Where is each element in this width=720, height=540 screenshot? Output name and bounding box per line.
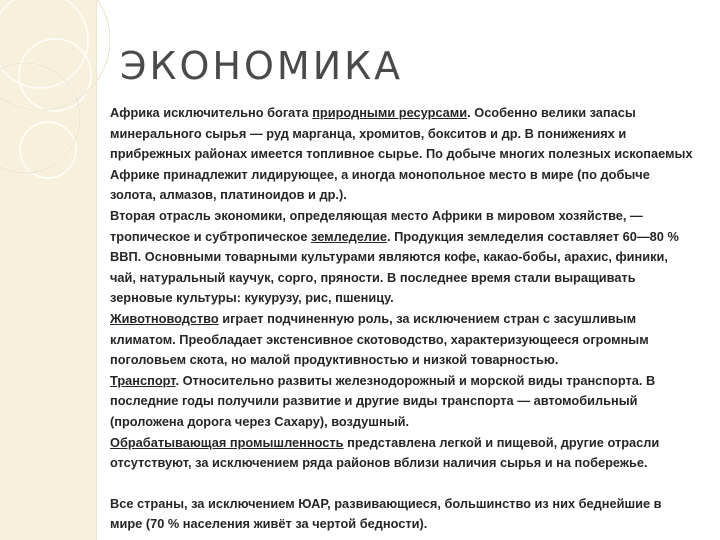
body-paragraph: [110, 309, 696, 371]
body-paragraph: [110, 433, 696, 474]
paragraph-text: Все страны, за исключением ЮАР, развивающиеся, большинство из них беднейшие в мире (70 % населения живёт за чертой бедности).: [110, 495, 662, 532]
body-paragraph: [110, 206, 696, 309]
underlined-keyword: Животноводство: [110, 310, 219, 326]
slide-body-text: [110, 103, 696, 535]
paragraph-spacer: [110, 474, 696, 494]
body-paragraph: [110, 494, 696, 535]
paragraph-text: Африка исключительно богата: [110, 105, 313, 120]
paragraph-text: . Относительно развиты железнодорожный и морской виды транспорта. В последние годы получили развитие и другие виды транспорта — автомобильный (проложена дорога через Сахару), воздушный.: [110, 372, 656, 429]
paragraph-text: представлена легкой и пищевой, другие отрасли отсутствуют, за исключением ряда районов вблизи наличия сырья и на побережье.: [110, 434, 660, 471]
underlined-keyword: Обрабатывающая промышленность: [110, 434, 344, 450]
underlined-keyword: природными ресурсами: [312, 105, 468, 120]
body-paragraph: [110, 371, 696, 433]
paragraph-text: Вторая отрасль экономики, определяющая место Африки в мировом хозяйстве, — тропическое и субтропическое: [110, 207, 643, 244]
paragraph-text: . Особенно велики запасы минерального сырья — руд марганца, хромитов, бокситов и др. В понижениях и прибрежных районах имеется топливное сырье. По добыче многих полезных ископаемых Африке принадлежит лидирующее, а иногда монопольное место в мире (по добыче золота, алмазов, платиноидов и др.).: [110, 105, 693, 203]
body-paragraph: [110, 103, 696, 206]
underlined-keyword: Транспорт: [110, 372, 176, 388]
decorative-rings-graphic: [0, 0, 110, 540]
paragraph-text: . Продукция земледелия составляет 60—80 % ВВП. Основными товарными культурами являются кофе, какао-бобы, арахис, финики, чай, натуральный каучук, сорго, пряности. В последнее время стали выращивать зерновые культуры: кукурузу, рис, пшеницу.: [110, 228, 679, 306]
slide-title: ЭКОНОМИКА: [120, 44, 404, 88]
paragraph-text: играет подчиненную роль, за исключением стран с засушливым климатом. Преобладает экстенсивное скотоводство, характеризующееся огромным поголовьем скота, но малой продуктивностью и низкой товарностью.: [110, 310, 649, 368]
underlined-keyword: земледелие: [311, 228, 388, 244]
